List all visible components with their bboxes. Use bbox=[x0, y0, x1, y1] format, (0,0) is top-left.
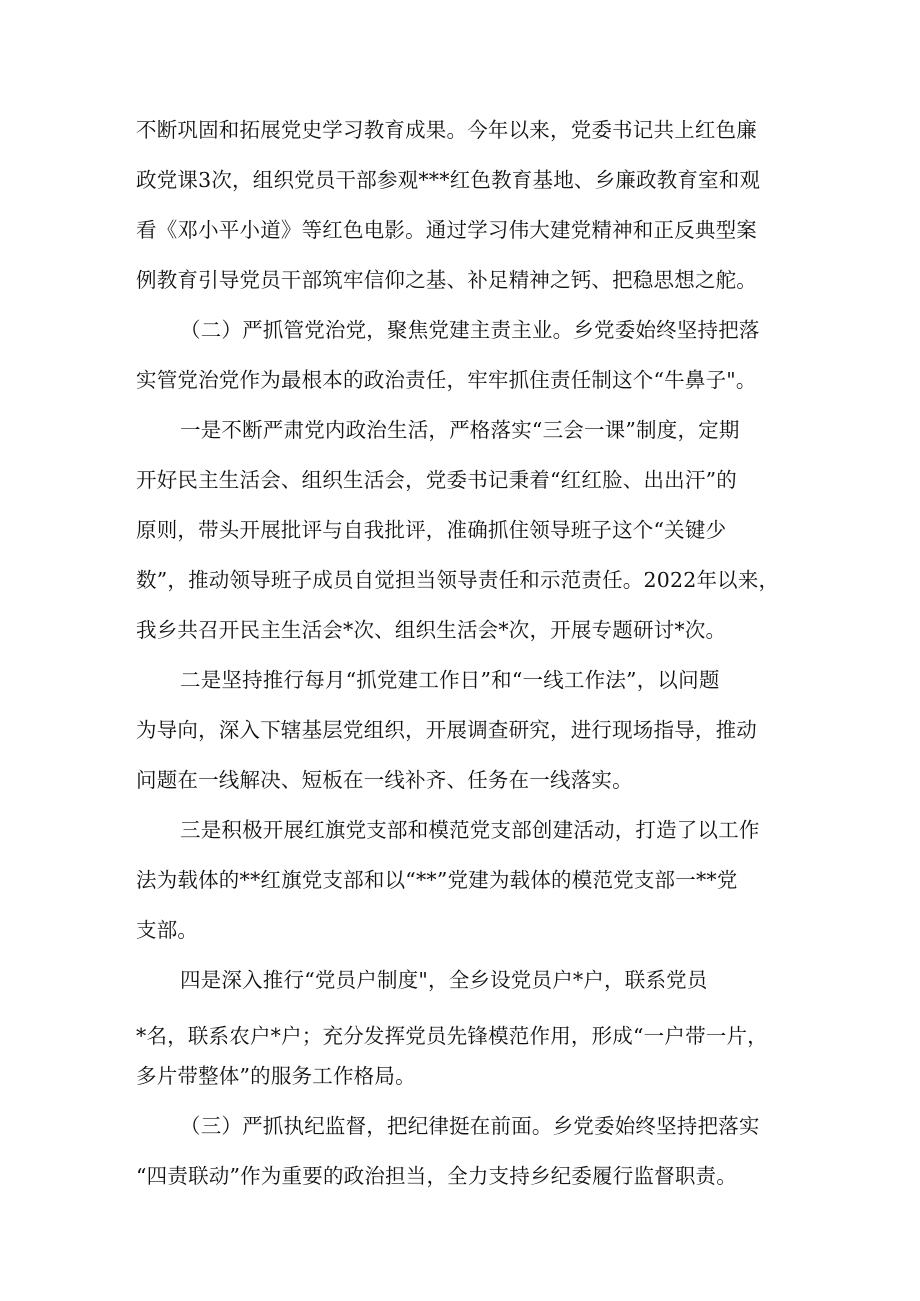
text-line: 实管党治党作为最根本的政治责任，牢牢抓住责任制这个“牛鼻子"。 bbox=[136, 368, 757, 392]
text-line: 例教育引导党员干部筑牢信仰之基、补足精神之钙、把稳思想之舵。 bbox=[136, 268, 757, 292]
text-line: 三是积极开展红旗党支部和模范党支部创建活动，打造了以工作 bbox=[180, 818, 760, 842]
text-line: 多片带整体”的服务工作格局。 bbox=[136, 1064, 416, 1088]
text-line: 为导向，深入下辖基层党组织，开展调查研究，进行现场指导，推动 bbox=[136, 718, 757, 742]
text-line: 我乡共召开民主生活会*次、组织生活会*次，开展专题研讨*次。 bbox=[136, 618, 727, 642]
text-line: 一是不断严肃党内政治生活，严格落实“三会一课”制度，定期 bbox=[180, 418, 740, 442]
text-line: 政党课3次，组织党员干部参观***红色教育基地、乡廉政教育室和观 bbox=[136, 168, 761, 192]
text-line: 四是深入推行“党员户制度"，全乡设党员户*户，联系党员 bbox=[180, 968, 708, 992]
text-line: *名，联系农户*户；充分发挥党员先锋模范作用，形成“一户带一片， bbox=[136, 1024, 768, 1048]
text-line: 开好民主生活会、组织生活会，党委书记秉着“红红脸、出出汗”的 bbox=[136, 468, 737, 492]
text-line: 原则，带头开展批评与自我批评，准确抓住领导班子这个“关键少 bbox=[136, 518, 727, 542]
text-line: 支部。 bbox=[136, 918, 199, 942]
text-line: （三）严抓执纪监督，把纪律挺在前面。乡党委始终坚持把落实 bbox=[180, 1114, 760, 1138]
text-line: 法为载体的**红旗党支部和以“**”党建为载体的模范党支部一**党 bbox=[136, 868, 738, 892]
text-line: 问题在一线解决、短板在一线补齐、任务在一线落实。 bbox=[136, 768, 633, 792]
text-line: 数”，推动领导班子成员自觉担当领导责任和示范责任。2022年以来， bbox=[136, 568, 780, 592]
text-line: 二是坚持推行每月“抓党建工作日”和“一线工作法”，以问题 bbox=[180, 668, 720, 692]
text-line: 不断巩固和拓展党史学习教育成果。今年以来，党委书记共上红色廉 bbox=[136, 118, 757, 142]
text-line: “四责联动”作为重要的政治担当，全力支持乡纪委履行监督职责。 bbox=[136, 1164, 737, 1188]
text-line: （二）严抓管党治党，聚焦党建主责主业。乡党委始终坚持把落 bbox=[180, 318, 760, 342]
text-line: 看《邓小平小道》等红色电影。通过学习伟大建党精神和正反典型案 bbox=[136, 218, 757, 242]
